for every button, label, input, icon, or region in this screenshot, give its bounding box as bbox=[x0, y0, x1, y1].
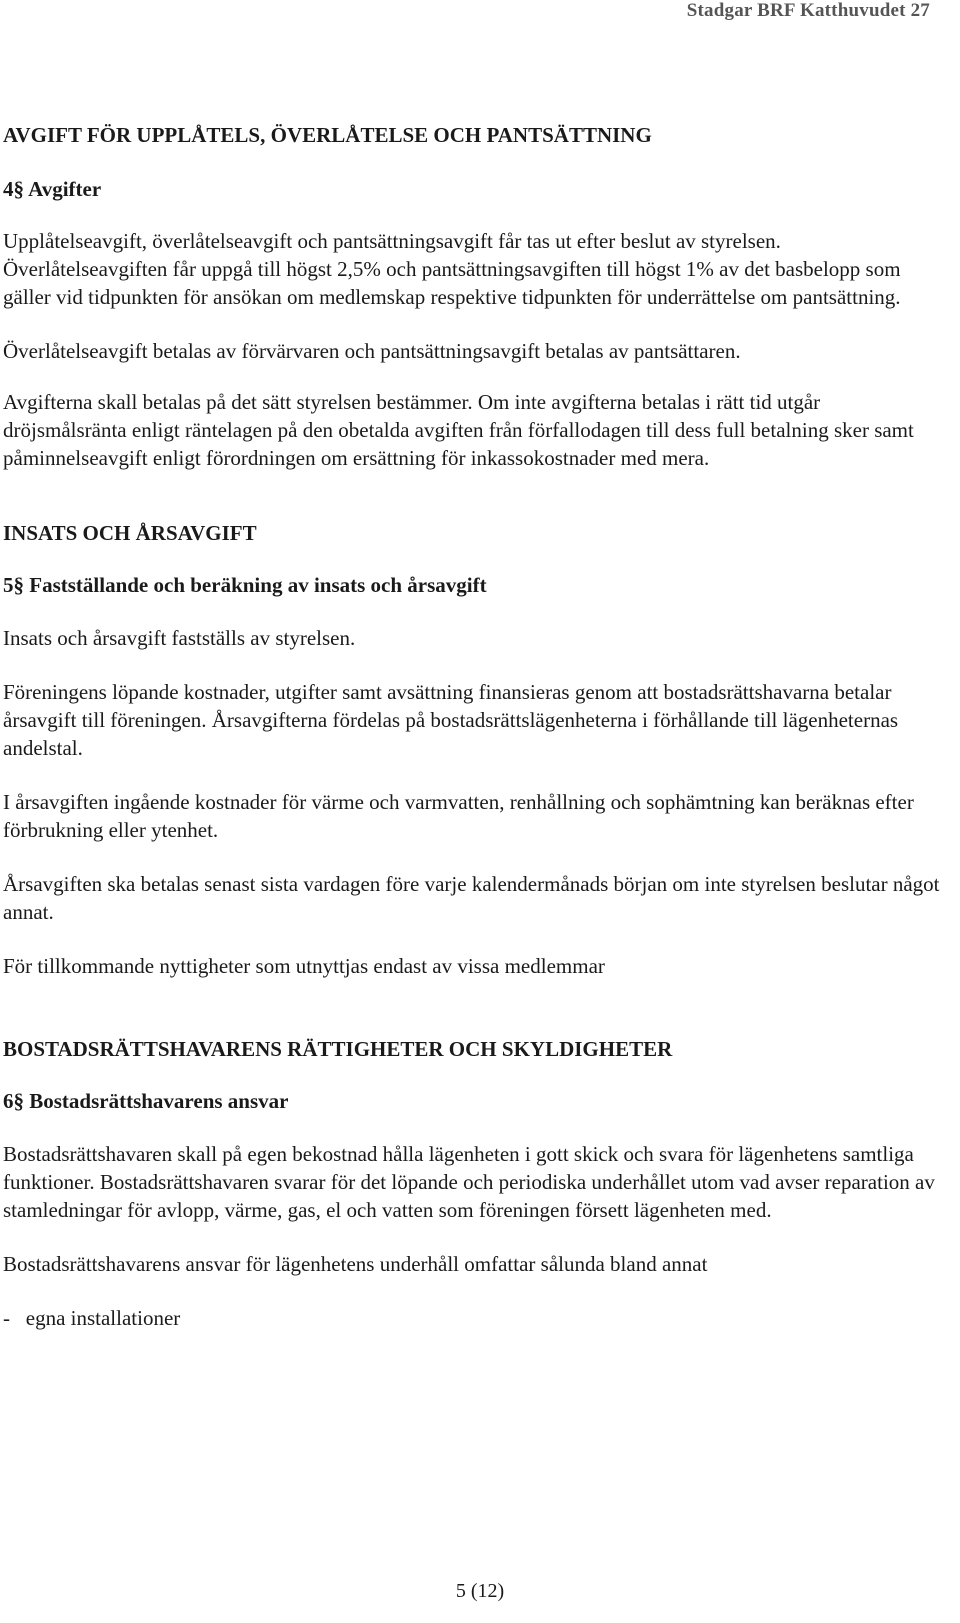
paragraph-5-text-5: För tillkommande nyttigheter som utnyttjas endast av vissa medlemmar bbox=[3, 954, 605, 978]
page-header: Stadgar BRF Katthuvudet 27 bbox=[686, 0, 930, 21]
paragraph-5-text-3: I årsavgiften ingående kostnader för värme och varmvatten, renhållning och sophämtning kan beräknas efter förbrukning eller ytenhet. bbox=[3, 790, 914, 842]
paragraph-4-text-1: Upplåtelseavgift, överlåtelseavgift och pantsättningsavgift får tas ut efter beslut av styrelsen. Överlåtelseavgiften får uppgå till högst 2,5% och pantsättningsavgiften till högst 1% av det basbelopp som gäller vid tidpunkten för ansökan om medlemskap respektive tidpunkten för underrättelse om pantsättning. bbox=[3, 229, 901, 309]
paragraph-5-text-4: Årsavgiften ska betalas senast sista vardagen före varje kalendermånads början om inte styrelsen beslutar något annat. bbox=[3, 872, 940, 924]
paragraph-heading-6: 6§ Bostadsrättshavarens ansvar bbox=[3, 1089, 289, 1113]
section-heading-insats: INSATS OCH ÅRSAVGIFT bbox=[3, 521, 257, 545]
section-heading-fees: AVGIFT FÖR UPPLÅTELS, ÖVERLÅTELSE OCH PANTSÄTTNING bbox=[3, 123, 652, 147]
paragraph-6-text-2: Bostadsrättshavarens ansvar för lägenhetens underhåll omfattar sålunda bland annat bbox=[3, 1252, 708, 1276]
paragraph-4-text-3: Avgifterna skall betalas på det sätt styrelsen bestämmer. Om inte avgifterna betalas i rätt tid utgår dröjsmålsränta enligt räntelagen på den obetalda avgiften från förfallodagen till dess full betalning sker samt påminnelseavgift enligt förordningen om ersättning för inkassokostnader med mera. bbox=[3, 390, 914, 470]
paragraph-heading-5: 5§ Fastställande och beräkning av insats och årsavgift bbox=[3, 573, 487, 597]
paragraph-4-text-2: Överlåtelseavgift betalas av förvärvaren och pantsättningsavgift betalas av pantsättaren. bbox=[3, 339, 741, 363]
paragraph-heading-4: 4§ Avgifter bbox=[3, 177, 102, 201]
list-item: - egna installationer bbox=[3, 1306, 181, 1330]
page-number: 5 (12) bbox=[455, 1580, 505, 1602]
paragraph-6-text-1: Bostadsrättshavaren skall på egen bekostnad hålla lägenheten i gott skick och svara för lägenhetens samtliga funktioner. Bostadsrättshavaren svarar för det löpande och periodiska underhållet utom vad avser reparation av stamledningar för avlopp, värme, gas, el och vatten som föreningen försett lägenheten med. bbox=[3, 1142, 935, 1222]
document-body bbox=[3, 123, 943, 1332]
paragraph-5-text-2: Föreningens löpande kostnader, utgifter samt avsättning finansieras genom att bostadsrättshavarna betalar årsavgift till föreningen. Årsavgifterna fördelas på bostadsrättslägenheterna i förhållande till lägenheternas andelstal. bbox=[3, 680, 899, 760]
section-heading-rights: BOSTADSRÄTTSHAVARENS RÄTTIGHETER OCH SKYLDIGHETER bbox=[3, 1037, 673, 1061]
paragraph-5-text-1: Insats och årsavgift fastställs av styrelsen. bbox=[3, 626, 356, 650]
